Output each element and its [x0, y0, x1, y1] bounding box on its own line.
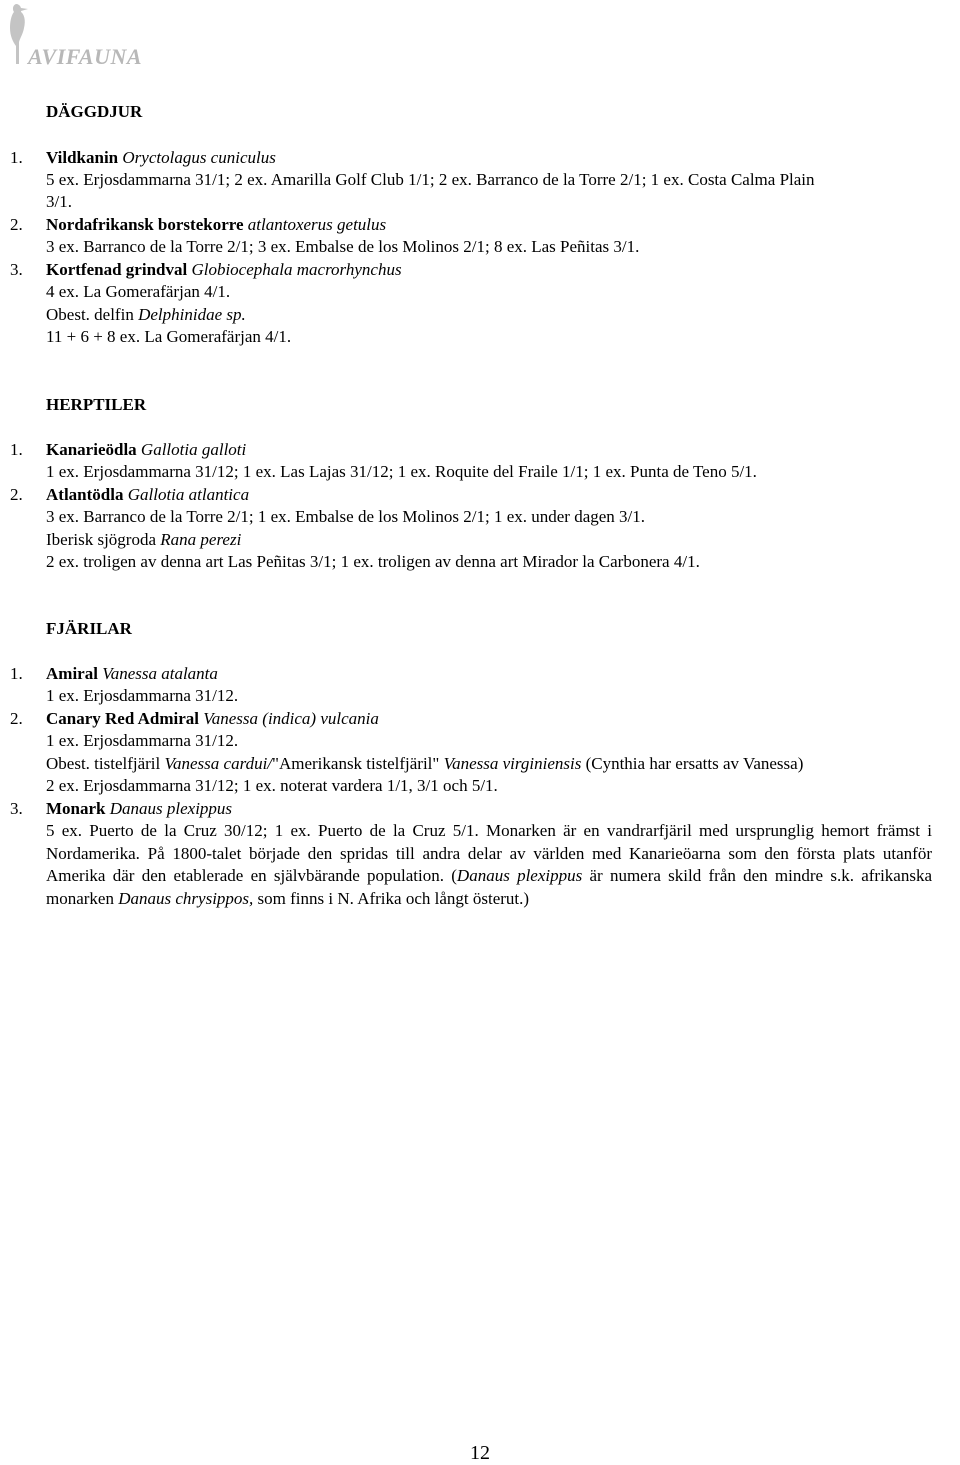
species-name: Monark — [46, 799, 106, 818]
species-heading — [46, 484, 249, 506]
species-name: "Amerikansk tistelfjäril" — [272, 754, 440, 773]
scientific-name: Vanessa virginiensis — [443, 754, 582, 773]
observation-text: 4 ex. La Gomerafärjan 4/1. — [46, 282, 231, 301]
species-name: Kortfenad grindval — [46, 260, 188, 279]
scientific-name: Delphinidae sp. — [138, 305, 246, 324]
observation-text: 5 ex. Erjosdammarna 31/1; 2 ex. Amarilla Golf Club 1/1; 2 ex. Barranco de la Torre 2/1; 1 ex. Costa Calma Plain — [46, 170, 815, 189]
observation-text: 3 ex. Barranco de la Torre 2/1; 1 ex. Embalse de los Molinos 2/1; 1 ex. under dagen 3/1. — [46, 507, 646, 526]
description-text: är numera skild från den mindre s.k. afrikanska monarken — [46, 866, 932, 908]
species-name: Obest. tistelfjäril — [46, 754, 161, 773]
observation-text: 11 + 6 + 8 ex. La Gomerafärjan 4/1. — [46, 327, 292, 346]
species-heading — [46, 529, 241, 551]
species-heading — [46, 259, 402, 281]
page-number: 12 — [470, 1442, 490, 1464]
observation-text: 1 ex. Erjosdammarna 31/12; 1 ex. Las Lajas 31/12; 1 ex. Roquite del Fraile 1/1; 1 ex. Punta de Teno 5/1. — [46, 462, 757, 481]
scientific-name: Vanessa cardui/ — [164, 754, 273, 773]
observation-text: 1 ex. Erjosdammarna 31/12. — [46, 731, 239, 750]
entry-number: 2. — [10, 215, 23, 234]
avifauna-logo — [0, 0, 170, 80]
species-name: Kanarieödla — [46, 440, 137, 459]
scientific-name: Danaus plexippus — [109, 799, 233, 818]
species-heading — [46, 798, 232, 820]
section-title-mammals: DÄGGDJUR — [46, 102, 143, 121]
entry-number: 2. — [10, 485, 23, 504]
species-heading — [46, 663, 218, 685]
scientific-name: Globiocephala macrorhynchus — [191, 260, 402, 279]
observation-text: 1 ex. Erjosdammarna 31/12. — [46, 686, 239, 705]
scientific-name: Gallotia galloti — [140, 440, 247, 459]
species-name: Nordafrikansk borstekorre — [46, 215, 244, 234]
scientific-name: atlantoxerus getulus — [247, 215, 387, 234]
observation-text: 3/1. — [46, 192, 72, 211]
section-title-reptiles: HERPTILER — [46, 395, 147, 414]
entry-number: 3. — [10, 799, 23, 818]
scientific-name: Danaus plexippus — [456, 866, 583, 885]
monarch-description — [46, 820, 932, 910]
species-heading — [46, 147, 276, 169]
section-title-butterflies: FJÄRILAR — [46, 619, 132, 638]
species-heading — [46, 708, 379, 730]
species-heading — [46, 439, 246, 461]
scientific-name: Vanessa atalanta — [102, 664, 218, 683]
species-name: Iberisk sjögroda — [46, 530, 157, 549]
observation-text: 3 ex. Barranco de la Torre 2/1; 3 ex. Embalse de los Molinos 2/1; 8 ex. Las Peñitas 3/1. — [46, 237, 640, 256]
species-name: Amiral — [46, 664, 98, 683]
observation-text: 2 ex. Erjosdammarna 31/12; 1 ex. noterat vardera 1/1, 3/1 och 5/1. — [46, 776, 498, 795]
description-text: 5 ex. Puerto de la Cruz 30/12; 1 ex. Puerto de la Cruz 5/1. Monarken är en vandrarfjäril med ursprunglig hemort främst i Nordamerika. På 1800-talet började den spridas till andra delar av världen med Kanarieöarna som den första plats utanför Amerika där den etablerade en självbärande population. ( — [46, 821, 932, 885]
species-name: Atlantödla — [46, 485, 124, 504]
scientific-name: Danaus chrysippos, — [118, 888, 254, 908]
species-name: Obest. delfin — [46, 305, 134, 324]
scientific-name: Rana perezi — [160, 530, 242, 549]
species-heading — [46, 214, 386, 236]
entry-number: 1. — [10, 148, 23, 167]
logo-text: AVIFAUNA — [28, 44, 143, 69]
scientific-name: Oryctolagus cuniculus — [122, 148, 276, 167]
species-heading — [46, 304, 246, 326]
scientific-name: Gallotia atlantica — [127, 485, 250, 504]
entry-number: 1. — [10, 440, 23, 459]
entry-number: 3. — [10, 260, 23, 279]
observation-text: 2 ex. troligen av denna art Las Peñitas 3/1; 1 ex. troligen av denna art Mirador la Carbonera 4/1. — [46, 552, 700, 571]
entry-number: 1. — [10, 664, 23, 683]
description-text: som finns i N. Afrika och långt österut.) — [253, 888, 530, 908]
species-name: Vildkanin — [46, 148, 119, 167]
species-name: Canary Red Admiral — [46, 709, 199, 728]
species-heading — [46, 753, 803, 775]
entry-number: 2. — [10, 709, 23, 728]
scientific-name: Vanessa (indica) vulcania — [203, 709, 379, 728]
note-text: (Cynthia har ersatts av Vanessa) — [585, 754, 804, 773]
